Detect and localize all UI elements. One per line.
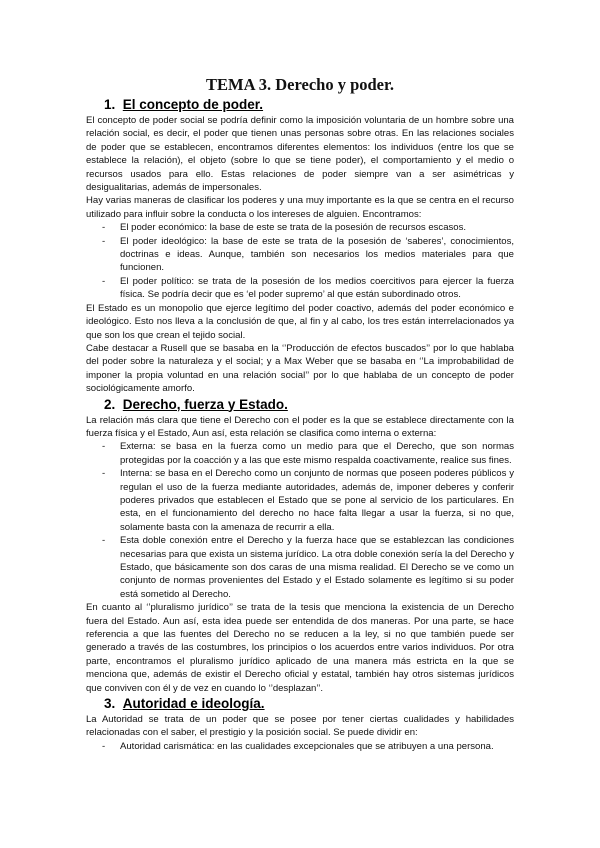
section-number: 2. — [104, 396, 116, 412]
document-body — [86, 96, 514, 753]
paragraph: La Autoridad se trata de un poder que se posee por tener ciertas cualidades y habilidades relacionadas con el saber, el prestigio y la posición social. Se puede dividir en: — [86, 714, 514, 739]
section-heading — [86, 96, 514, 114]
list-item — [102, 467, 514, 534]
bullet-list — [86, 440, 514, 601]
section-title: El concepto de poder. — [122, 97, 264, 112]
section-number: 3. — [104, 696, 116, 712]
dash-bullet-icon: - — [102, 222, 106, 234]
document-title: TEMA 3. Derecho y poder. — [206, 75, 394, 94]
dash-bullet-icon: - — [102, 740, 106, 752]
paragraph: La relación más clara que tiene el Derecho con el poder es la que se establece directamente con la fuerza física y el Estado, Aun así, esta relación se clasifica como interna o externa: — [86, 414, 514, 439]
dash-bullet-icon: - — [102, 275, 106, 287]
section-number: 1. — [104, 97, 116, 112]
paragraph: El Estado es un monopolio que ejerce legítimo del poder coactivo, además del poder económico e ideológico. Esto nos lleva a la conclusión de que, al fin y al cabo, los tres están interrelacionados ya que son los que crean el tejido social. — [86, 302, 514, 341]
section-heading — [86, 695, 514, 713]
list-item — [102, 440, 514, 467]
bullet-list — [86, 221, 514, 301]
list-item — [102, 275, 514, 302]
paragraph: Hay varias maneras de clasificar los poderes y una muy importante es la que se centra en el recurso utilizado para influir sobre la conducta o los intereses de alguien. Encontramos: — [86, 195, 514, 220]
list-item — [102, 740, 514, 753]
paragraph: Cabe destacar a Rusell que se basaba en la ‘’Producción de efectos buscados’’ por lo que hablaba del poder sobre la naturaleza y el social; y a Max Weber que se basaba en ‘’La improbabilidad de imponer la propia voluntad en una relación social’’ por lo que hablaba de un concepto de poder sociológicamente amorfo. — [86, 342, 514, 395]
paragraph: El concepto de poder social se podría definir como la imposición voluntaria de un hombre sobre una relación social, es decir, el poder que tienen unas personas sobre otras. En las relaciones sociales de poder que se establecen, encontramos diferentes elementos: los individuos (entre los que se establece la relación), el objeto (sobre lo que se tiene poder), el comportamiento y el medio o recursos usados para ello. Estas relaciones de poder siempre van a ser asimétricas y desigualitarias, además de impersonales. — [86, 115, 514, 194]
list-item-text: Externa: se basa en la fuerza como un medio para que el Derecho, que son normas protegidas por la coacción y a las que este mismo respalda coactivamente, realice sus fines. — [120, 441, 514, 466]
list-item-text: El poder político: se trata de la posesión de los medios coercitivos para ejercer la fuerza física. Se podría decir que es ‘el poder supremo’ al que están subordinado otros. — [120, 275, 514, 301]
bullet-list — [86, 740, 514, 753]
list-item-text: El poder ideológico: la base de este se trata de la posesión de ‘saberes’, conocimientos, doctrinas e ideas. Aunque, también son necesarios los medios materiales para que funcionen. — [120, 235, 514, 274]
section-title: Autoridad e ideología. — [122, 696, 265, 712]
list-item-text: Interna: se basa en el Derecho como un conjunto de normas que poseen poderes públicos y regulan el uso de la fuerza mediante autoridades, además de, imponer deberes y conferir poderes privados que establecen el Estado que se pone al servicio de los particulares. En esta, en el funcionamiento del derecho no hace falta llegar a usar la fuerza, si no que, solamente basta con la amenaza de recurrir a ella. — [120, 468, 514, 533]
section-title: Derecho, fuerza y Estado. — [122, 396, 288, 412]
list-item-text: Esta doble conexión entre el Derecho y la fuerza hace que se establezcan las condiciones necesarias para que exista un sistema jurídico. La otra doble conexión sería la del Derecho y Estado, que básicamente son dos caras de una misma realidad. El Derecho se ve como un conjunto de normas provenientes del Estado y el Estado solamente es legítimo si su poder está sometido al Derecho. — [120, 535, 514, 600]
dash-bullet-icon: - — [102, 468, 106, 480]
dash-bullet-icon: - — [102, 535, 106, 547]
list-item-text: El poder económico: la base de este se trata de la posesión de recursos escasos. — [120, 222, 467, 234]
list-item — [102, 534, 514, 601]
list-item — [102, 235, 514, 275]
dash-bullet-icon: - — [102, 441, 106, 453]
dash-bullet-icon: - — [102, 235, 106, 247]
list-item — [102, 221, 514, 234]
document-page — [86, 74, 514, 753]
section-heading — [86, 396, 514, 414]
list-item-text: Autoridad carismática: en las cualidades excepcionales que se atribuyen a una persona. — [120, 740, 494, 752]
paragraph: En cuanto al ‘’pluralismo jurídico’’ se trata de la tesis que menciona la existencia de un Derecho fuera del Estado. Aun así, esta idea puede ser entendida de dos maneras. Por una parte, se hace referencia a que las fuentes del Derecho no se reducen a la ley, si no que también puede ser generado a través de las costumbres, los principios o los acuerdos entre varios individuos. Por otra parte, encontramos el pluralismo jurídico aplicado de una manera más estricta en la que se menciona que, además de existir el Derecho oficial y estatal, también hay otros sistemas jurídicos que conviven con él y de vez en cuando lo ‘’desplazan’’. — [86, 602, 514, 694]
